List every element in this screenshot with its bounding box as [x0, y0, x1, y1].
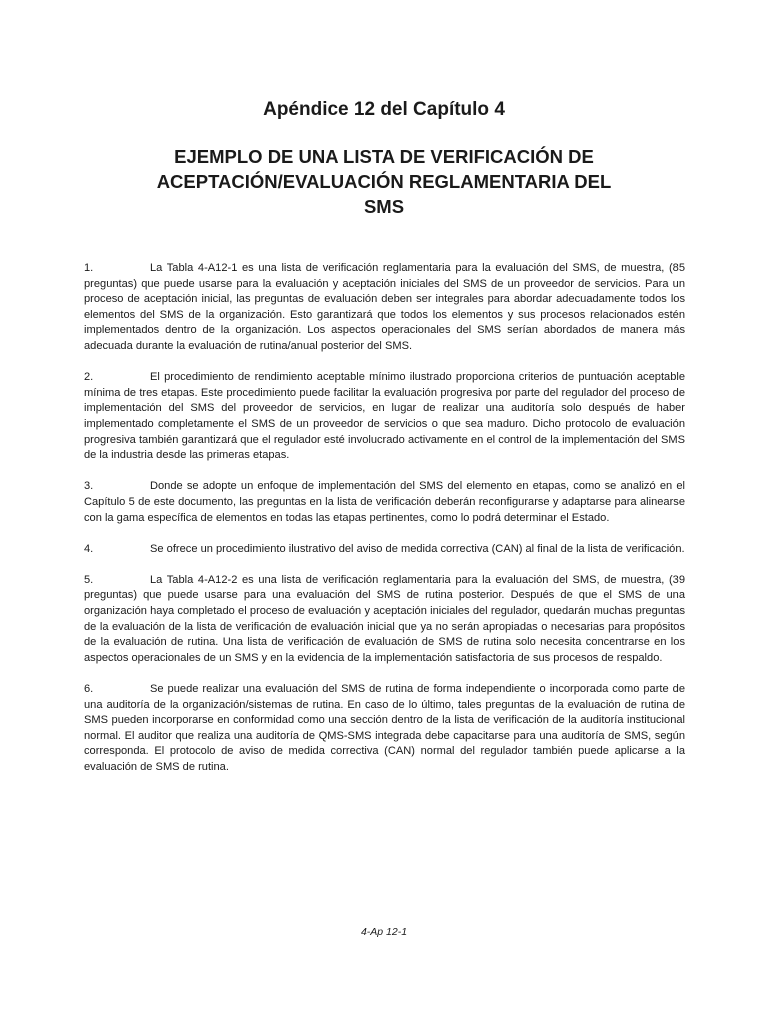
paragraph-number: 5. — [84, 573, 94, 586]
paragraph-3 — [84, 479, 685, 526]
paragraph-text: La Tabla 4-A12-1 es una lista de verificación reglamentaria para la evaluación del SMS, de muestra, (85 preguntas) que puede usarse para la evaluación y aceptación iniciales del SMS de un proveedor de servicios. Para un proceso de aceptación inicial, las preguntas de evaluación deben ser integrales para abordar adecuadamente todos los elementos del SMS de la organización. Esto garantizará que todos los elementos y sus procesos relacionados estén implementados dentro de la organización. Los aspectos operacionales del SMS serían abordados de manera más adecuada durante la evaluación de rutina/anual posterior del SMS. — [84, 262, 685, 352]
paragraph-4 — [84, 542, 685, 558]
document-title — [120, 144, 648, 219]
title-line-3: SMS — [363, 196, 405, 217]
paragraph-1 — [84, 261, 685, 355]
paragraph-text: El procedimiento de rendimiento aceptable mínimo ilustrado proporciona criterios de puntuación aceptable mínima de tres etapas. Este procedimiento puede facilitar la evaluación progresiva por parte del regulador del proceso de implementación del SMS del proveedor de servicios, en lugar de realizar una auditoría solo después de haber implementado completamente el SMS de un proveedor de servicios o que sea maduro. Dicho protocolo de evaluación progresiva también garantizará que el regulador esté involucrado activamente en el control de la implementación del SMS de la industria desde las primeras etapas. — [84, 371, 685, 462]
title-line-2: ACEPTACIÓN/EVALUACIÓN REGLAMENTARIA DEL — [156, 171, 612, 192]
paragraph-number: 6. — [84, 683, 94, 696]
paragraph-number: 3. — [84, 480, 94, 493]
title-line-1: EJEMPLO DE UNA LISTA DE VERIFICACIÓN DE — [174, 146, 594, 167]
paragraph-number: 1. — [84, 262, 94, 274]
paragraph-text: Se puede realizar una evaluación del SMS de rutina de forma independiente o incorporada como parte de una auditoría de la organización/sistemas de rutina. En caso de lo último, tales preguntas de la evaluación de rutina de SMS pueden incorporarse en conformidad como una sección dentro de la lista de verificación de la auditoría institucional normal. El auditor que realiza una auditoría de QMS-SMS integrada debe capacitarse para una auditoría de SMS, según corresponda. El protocolo de aviso de medida correctiva (CAN) normal del regulador también puede aplicarse a la evaluación de SMS de rutina. — [84, 683, 685, 773]
paragraph-text: Donde se adopte un enfoque de implementación del SMS del elemento en etapas, como se analizó en el Capítulo 5 de este documento, las preguntas en la lista de verificación deberán reconfigurarse y adaptarse para alinearse con la gama específica de elementos en todas las etapas pertinentes, como lo podrá determinar el Estado. — [84, 480, 685, 524]
paragraph-2 — [84, 370, 685, 464]
paragraph-number: 2. — [84, 371, 94, 384]
paragraph-number: 4. — [84, 542, 94, 555]
page-number: 4-Ap 12-1 — [360, 926, 408, 938]
paragraph-text: Se ofrece un procedimiento ilustrativo del aviso de medida correctiva (CAN) al final de la lista de verificación. — [150, 542, 685, 555]
appendix-title: Apéndice 12 del Capítulo 4 — [263, 99, 505, 120]
paragraph-5 — [84, 573, 685, 667]
document-body — [84, 261, 685, 791]
paragraph-text: La Tabla 4-A12-2 es una lista de verificación reglamentaria para la evaluación del SMS, de muestra, (39 preguntas) que puede usarse para una evaluación del SMS de rutina posterior. Después de que el SMS de una organización haya completado el proceso de evaluación y aceptación iniciales del regulador, quedarán muchas preguntas de la evaluación de la lista de verificación de evaluación inicial que ya no serán apropiadas o necesarias para propósitos de la evaluación de rutina. Una lista de verificación de evaluación de SMS de rutina solo necesita concentrarse en los aspectos operacionales de un SMS y en la evidencia de la implementación satisfactoria de sus procesos de respaldo. — [84, 573, 685, 664]
paragraph-6 — [84, 682, 685, 776]
